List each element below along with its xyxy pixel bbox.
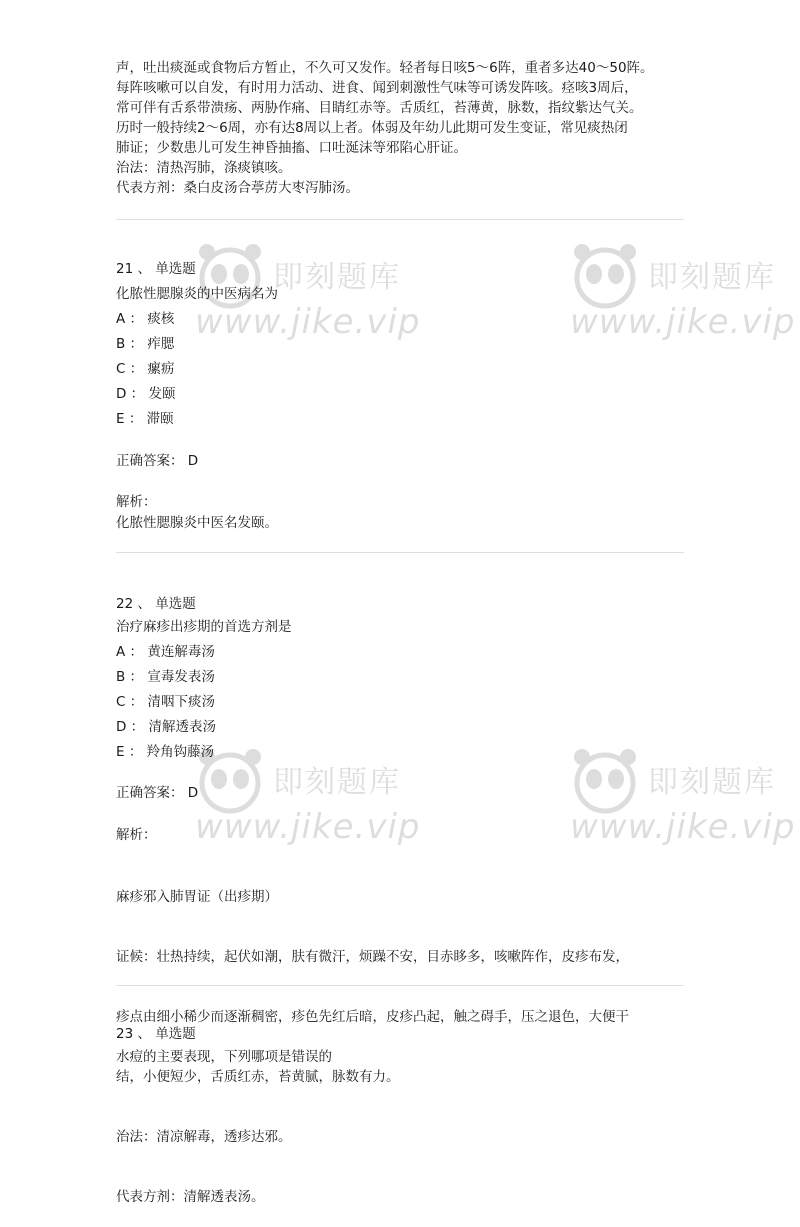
- option-d[interactable]: D ： 发颐: [116, 386, 176, 402]
- text-line: 证候：壮热持续，起伏如潮，肤有微汗，烦躁不安，目赤眵多，咳嗽阵作，皮疹布发，: [116, 949, 629, 965]
- text-line: 治法：清凉解毒，透疹达邪。: [116, 1129, 292, 1145]
- correct-answer: 正确答案： D: [116, 785, 199, 801]
- text-line: 代表方剂：桑白皮汤合葶苈大枣泻肺汤。: [116, 180, 359, 196]
- option-c[interactable]: C ： 清咽下痰汤: [116, 694, 216, 710]
- text-line: 疹点由细小稀少而逐渐稠密，疹色先红后暗，皮疹凸起，触之碍手，压之退色，大便干: [116, 1009, 629, 1025]
- text-line: 声，吐出痰涎或食物后方暂止，不久可又发作。轻者每日咳5～6阵，重者多达40～50阵。: [116, 60, 654, 76]
- watermark-zh: 即刻题库: [273, 765, 401, 800]
- question-header: 22 、 单选题: [116, 596, 196, 612]
- text-line: 代表方剂：清解透表汤。: [116, 1189, 265, 1205]
- panda-logo-icon: [570, 745, 640, 825]
- text-line: 每阵咳嗽可以自发，有时用力活动、进食、闻到刺激性气味等可诱发阵咳。痉咳3周后，: [116, 80, 638, 96]
- option-e[interactable]: E ： 羚角钩藤汤: [116, 744, 215, 760]
- analysis-label: 解析：: [116, 827, 157, 843]
- panda-logo-icon: [195, 240, 265, 320]
- text-line: 结，小便短少，舌质红赤，苔黄腻，脉数有力。: [116, 1069, 400, 1085]
- watermark-zh: 即刻题库: [273, 260, 401, 295]
- question-text: 化脓性腮腺炎的中医病名为: [116, 286, 278, 302]
- analysis-text: [116, 847, 688, 1227]
- watermark: [195, 240, 455, 380]
- panda-logo-icon: [570, 240, 640, 320]
- text-line: 历时一般持续2～6周，亦有达8周以上者。体弱及年幼儿此期可发生变证，常见痰热闭: [116, 120, 628, 136]
- divider: [116, 552, 684, 553]
- question-header: 23 、 单选题: [116, 1026, 196, 1042]
- text-line: 治法：清热泻肺，涤痰镇咳。: [116, 160, 292, 176]
- divider: [116, 985, 684, 986]
- text-line: 肺证；少数患儿可发生神昏抽搐、口吐涎沫等邪陷心肝证。: [116, 140, 467, 156]
- option-a[interactable]: A ： 黄连解毒汤: [116, 644, 215, 660]
- option-b[interactable]: B ： 痄腮: [116, 336, 175, 352]
- watermark-en: www.jike.vip: [570, 807, 796, 847]
- watermark: [570, 240, 800, 380]
- watermark-en: www.jike.vip: [195, 302, 421, 342]
- divider: [116, 219, 684, 220]
- watermark-en: www.jike.vip: [570, 302, 796, 342]
- text-line: 常可伴有舌系带溃疡、两胁作痛、目睛红赤等。舌质红，苔薄黄，脉数，指纹紫达气关。: [116, 100, 643, 116]
- option-e[interactable]: E ： 滞颐: [116, 411, 174, 427]
- question-text: 水痘的主要表现，下列哪项是错误的: [116, 1049, 332, 1065]
- watermark-en: www.jike.vip: [195, 807, 421, 847]
- option-d[interactable]: D ： 清解透表汤: [116, 719, 216, 735]
- question-header: 21 、 单选题: [116, 261, 196, 277]
- correct-answer: 正确答案： D: [116, 453, 199, 469]
- previous-explanation: [116, 58, 688, 198]
- option-b[interactable]: B ： 宣毒发表汤: [116, 669, 215, 685]
- option-c[interactable]: C ： 瘰疬: [116, 361, 175, 377]
- watermark-zh: 即刻题库: [648, 260, 776, 295]
- text-line: 麻疹邪入肺胃证（出疹期）: [116, 889, 278, 905]
- analysis-label: 解析：: [116, 494, 157, 510]
- watermark-zh: 即刻题库: [648, 765, 776, 800]
- analysis-text: 化脓性腮腺炎中医名发颐。: [116, 515, 278, 531]
- question-text: 治疗麻疹出疹期的首选方剂是: [116, 619, 292, 635]
- option-a[interactable]: A ： 痰核: [116, 311, 175, 327]
